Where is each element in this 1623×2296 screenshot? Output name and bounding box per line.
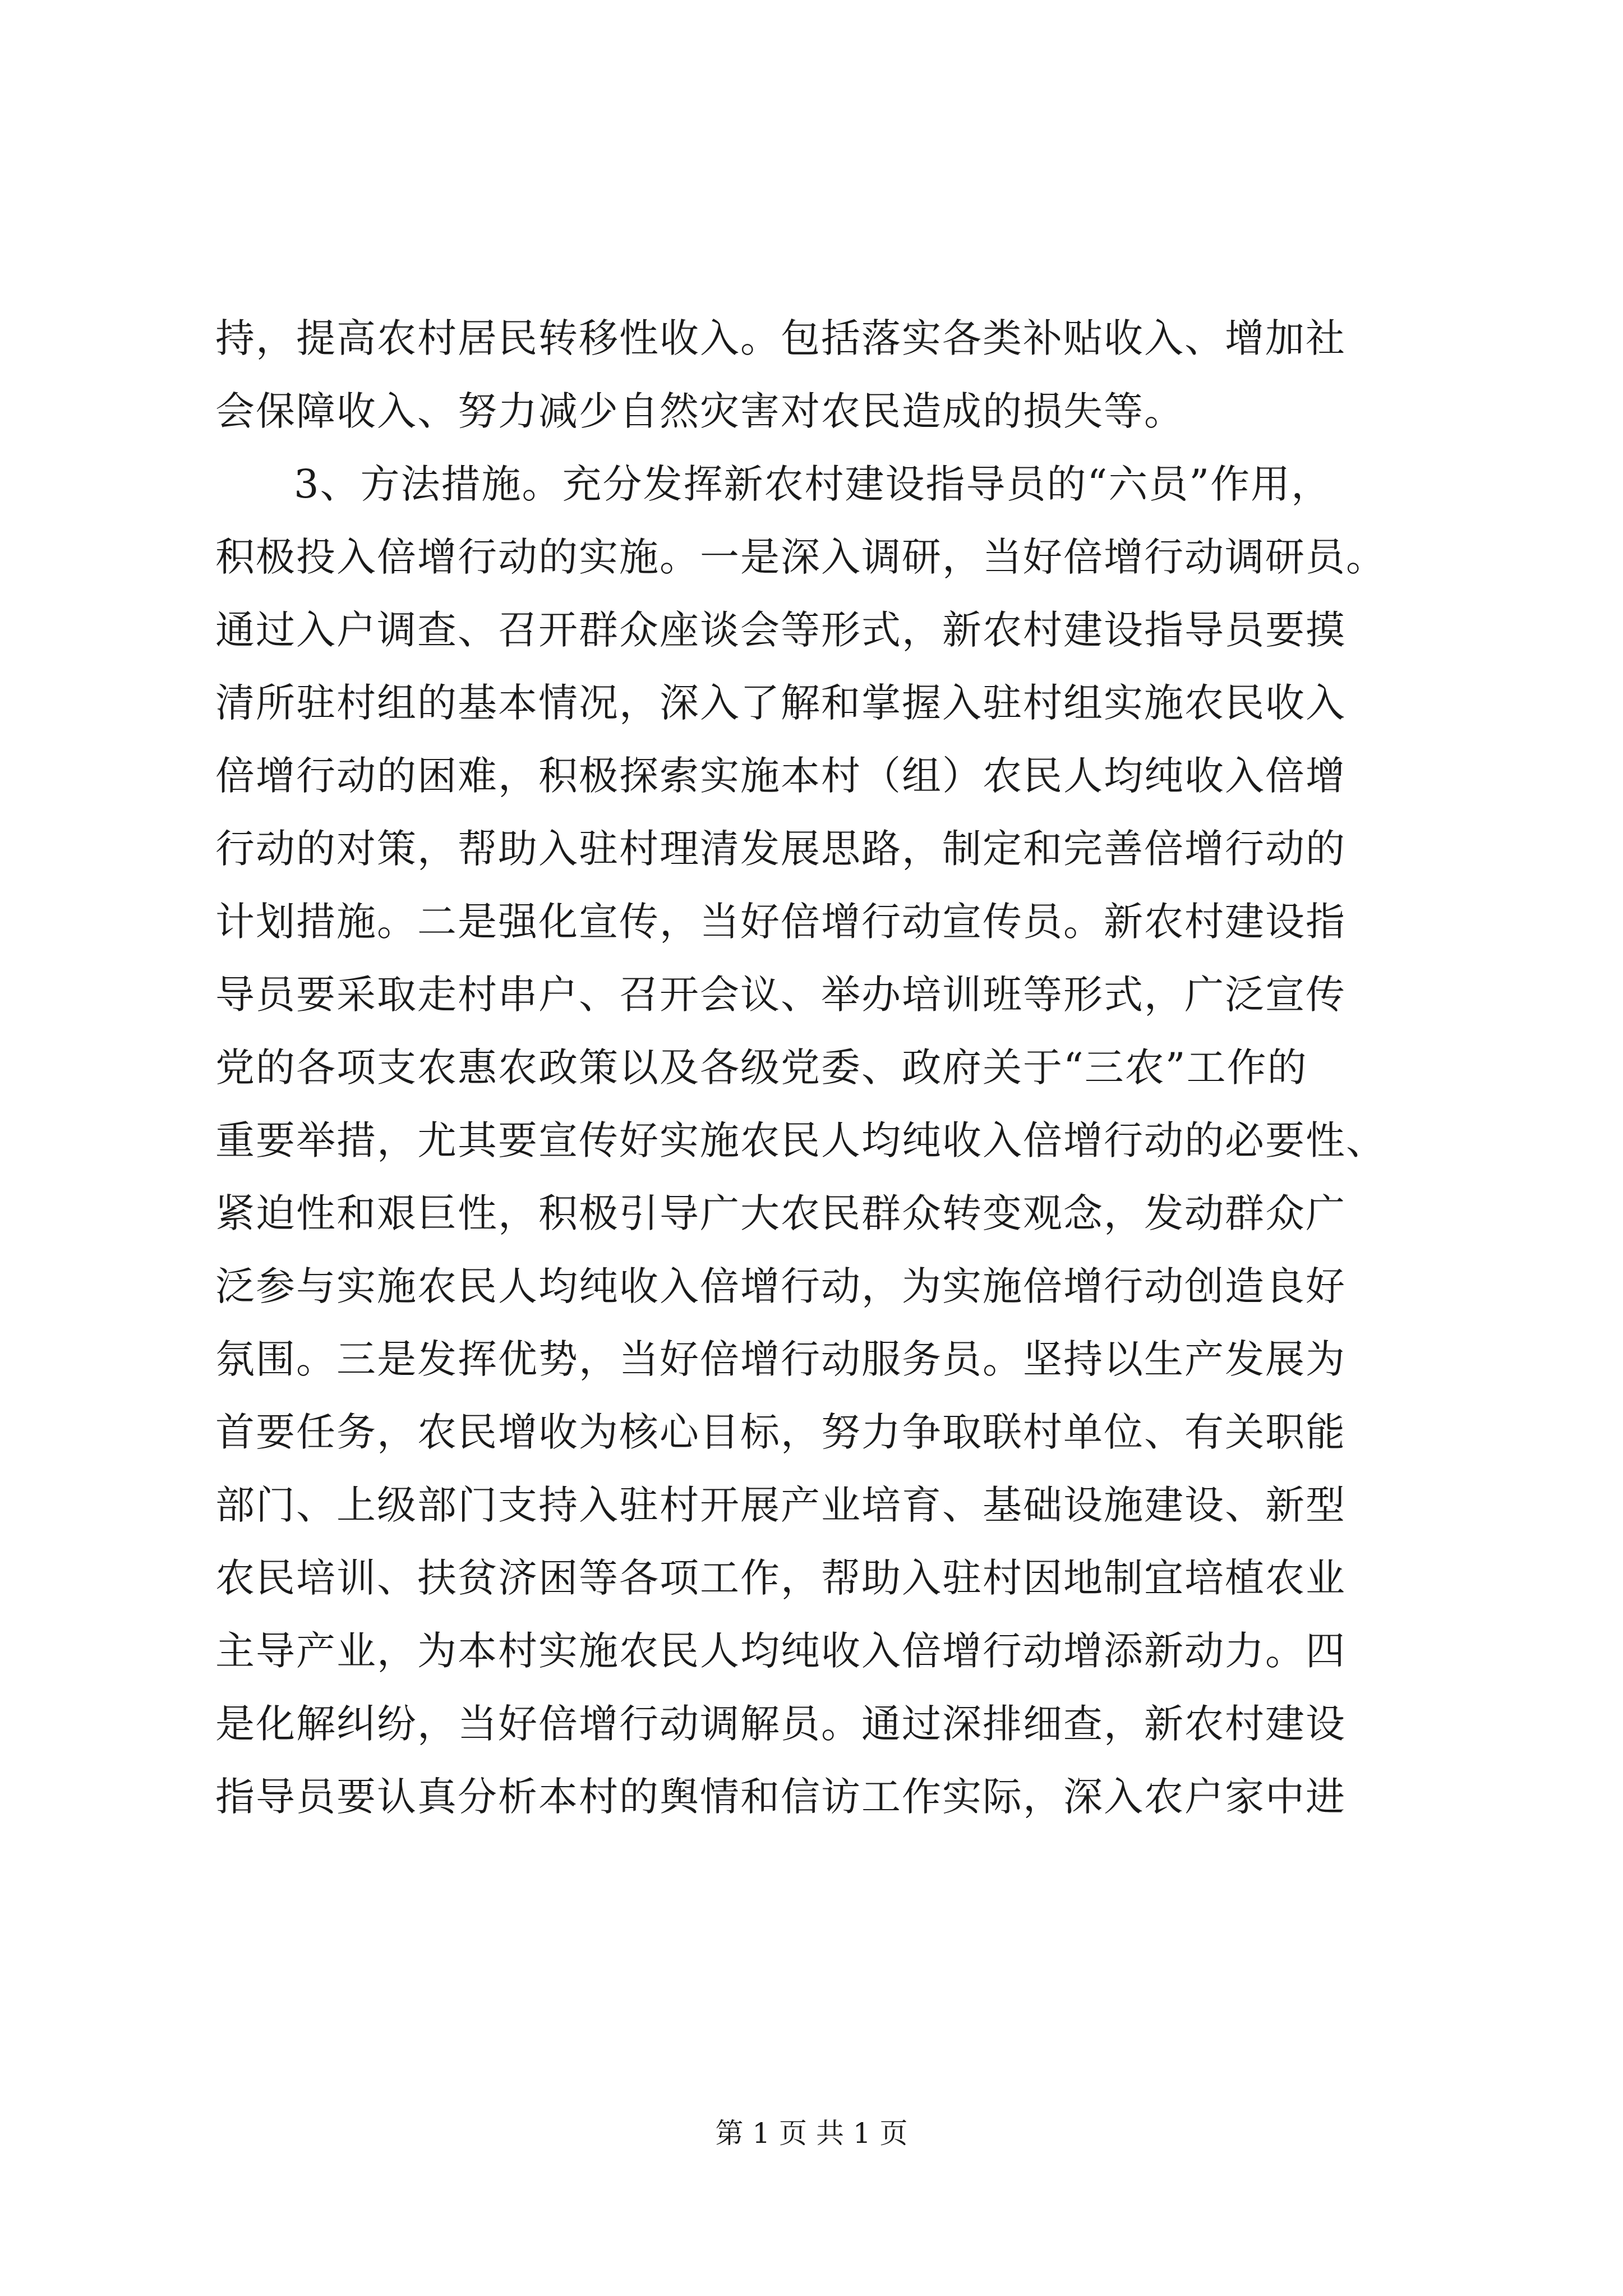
page-footer: 第 1 页 共 1 页 xyxy=(715,2117,908,2150)
text-line: 积极投入倍增行动的实施。一是深入调研，当好倍增行动调研员。 xyxy=(215,534,1386,580)
text-line: 会保障收入、努力减少自然灾害对农民造成的损失等。 xyxy=(215,388,1184,434)
text-line: 氛围。三是发挥优势，当好倍增行动服务员。坚持以生产发展为 xyxy=(215,1336,1346,1382)
text-line: 3、方法措施。充分发挥新农村建设指导员的“六员”作用， xyxy=(294,461,1332,507)
text-line: 清所驻村组的基本情况，深入了解和掌握入驻村组实施农民收入 xyxy=(215,680,1346,726)
text-line: 行动的对策，帮助入驻村理清发展思路，制定和完善倍增行动的 xyxy=(215,826,1346,872)
text-line: 部门、上级部门支持入驻村开展产业培育、基础设施建设、新型 xyxy=(215,1482,1346,1528)
text-line: 持，提高农村居民转移性收入。包括落实各类补贴收入、增加社 xyxy=(215,315,1346,361)
text-line: 主导产业，为本村实施农民人均纯收入倍增行动增添新动力。四 xyxy=(215,1628,1346,1674)
text-line: 指导员要认真分析本村的舆情和信访工作实际，深入农户家中进 xyxy=(215,1774,1346,1820)
text-line: 是化解纠纷，当好倍增行动调解员。通过深排细查，新农村建设 xyxy=(215,1701,1346,1747)
text-line: 导员要采取走村串户、召开会议、举办培训班等形式，广泛宣传 xyxy=(215,972,1346,1018)
text-line: 重要举措，尤其要宣传好实施农民人均纯收入倍增行动的必要性、 xyxy=(215,1117,1386,1163)
text-line: 紧迫性和艰巨性，积极引导广大农民群众转变观念，发动群众广 xyxy=(215,1190,1346,1236)
text-line: 党的各项支农惠农政策以及各级党委、政府关于“三农”工作的 xyxy=(215,1045,1308,1091)
text-line: 通过入户调查、召开群众座谈会等形式，新农村建设指导员要摸 xyxy=(215,607,1346,653)
text-line: 倍增行动的困难，积极探索实施本村（组）农民人均纯收入倍增 xyxy=(215,753,1346,799)
text-line: 农民培训、扶贫济困等各项工作，帮助入驻村因地制宜培植农业 xyxy=(215,1555,1346,1601)
text-line: 首要任务，农民增收为核心目标，努力争取联村单位、有关职能 xyxy=(215,1409,1346,1455)
text-line: 泛参与实施农民人均纯收入倍增行动，为实施倍增行动创造良好 xyxy=(215,1263,1346,1309)
text-line: 计划措施。二是强化宣传，当好倍增行动宣传员。新农村建设指 xyxy=(215,899,1346,945)
